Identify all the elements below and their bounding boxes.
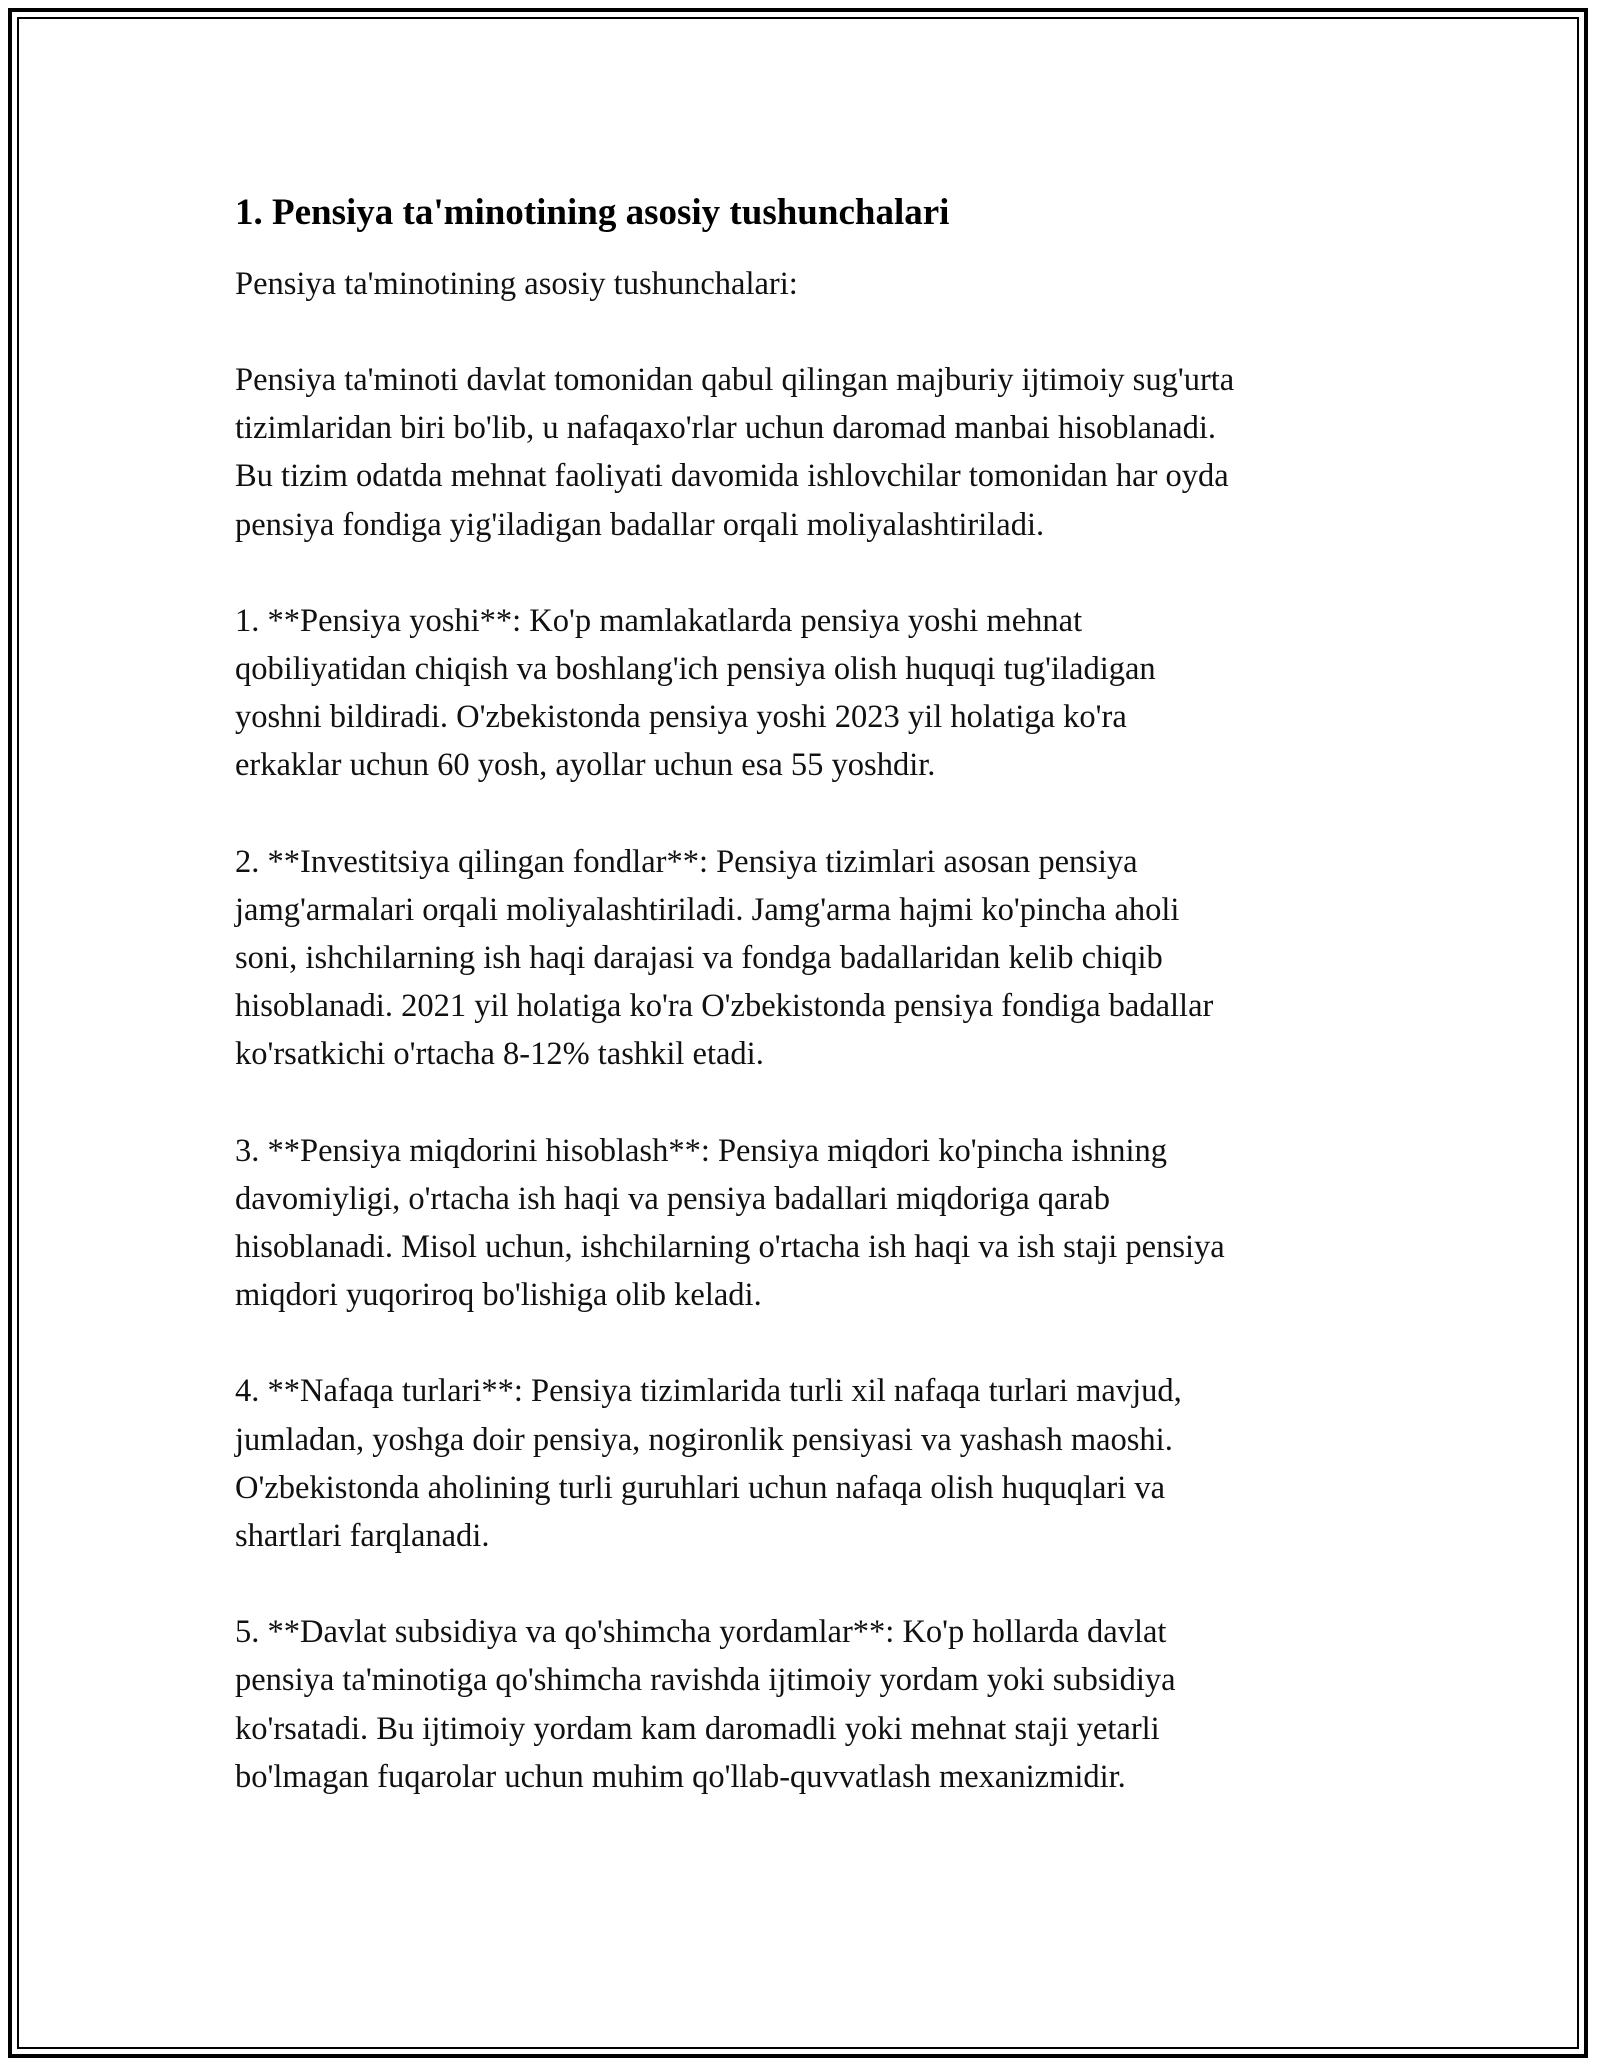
document-body <box>235 188 1415 1801</box>
paragraph-pension-age: 1. **Pensiya yoshi**: Ko'p mamlakatlarda pensiya yoshi mehnat qobiliyatidan chiqish va boshlang'ich pensiya olish huquqi tug'iladigan yoshni bildiradi. O'zbekistonda pensiya yoshi 2023 yil holatiga ko'ra erkaklar uchun 60 yosh, ayollar uchun esa 55 yoshdir. <box>235 602 1156 784</box>
document-subtitle: Pensiya ta'minotining asosiy tushunchalari: <box>235 266 798 302</box>
document-title: 1. Pensiya ta'minotining asosiy tushunchalari <box>235 192 950 233</box>
paragraph-benefit-types: 4. **Nafaqa turlari**: Pensiya tizimlarida turli xil nafaqa turlari mavjud, jumladan, yoshga doir pensiya, nogironlik pensiyasi va yashash maoshi. O'zbekistonda aholining turli guruhlari uchun nafaqa olish huquqlari va shartlari farqlanadi. <box>235 1373 1182 1555</box>
paragraph-intro: Pensiya ta'minoti davlat tomonidan qabul qilingan majburiy ijtimoiy sug'urta tizimlaridan biri bo'lib, u nafaqaxo'rlar uchun daromad manbai hisoblanadi. Bu tizim odatda mehnat faoliyati davomida ishlovchilar tomonidan har oyda pensiya fondiga yig'iladigan badallar orqali moliyalashtiriladi. <box>235 362 1235 543</box>
paragraph-state-subsidies: 5. **Davlat subsidiya va qo'shimcha yordamlar**: Ko'p hollarda davlat pensiya ta'minotiga qo'shimcha ravishda ijtimoiy yordam yoki subsidiya ko'rsatadi. Bu ijtimoiy yordam kam daromadli yoki mehnat staji yetarli bo'lmagan fuqarolar uchun muhim qo'llab-quvvatlash mexanizmidir. <box>235 1614 1176 1795</box>
paragraph-pension-calculation: 3. **Pensiya miqdorini hisoblash**: Pensiya miqdori ko'pincha ishning davomiyligi, o'rtacha ish haqi va pensiya badallari miqdoriga qarab hisoblanadi. Misol uchun, ishchilarning o'rtacha ish haqi va ish staji pensiya miqdori yuqoriroq bo'lishiga olib keladi. <box>235 1132 1225 1314</box>
paragraph-invested-funds: 2. **Investitsiya qilingan fondlar**: Pensiya tizimlari asosan pensiya jamg'armalari orqali moliyalashtiriladi. Jamg'arma hajmi ko'pincha aholi soni, ishchilarning ish haqi darajasi va fondga badallaridan kelib chiqib hisoblanadi. 2021 yil holatiga ko'ra O'zbekistonda pensiya fondiga badallar ko'rsatkichi o'rtacha 8-12% tashkil etadi. <box>235 843 1214 1073</box>
